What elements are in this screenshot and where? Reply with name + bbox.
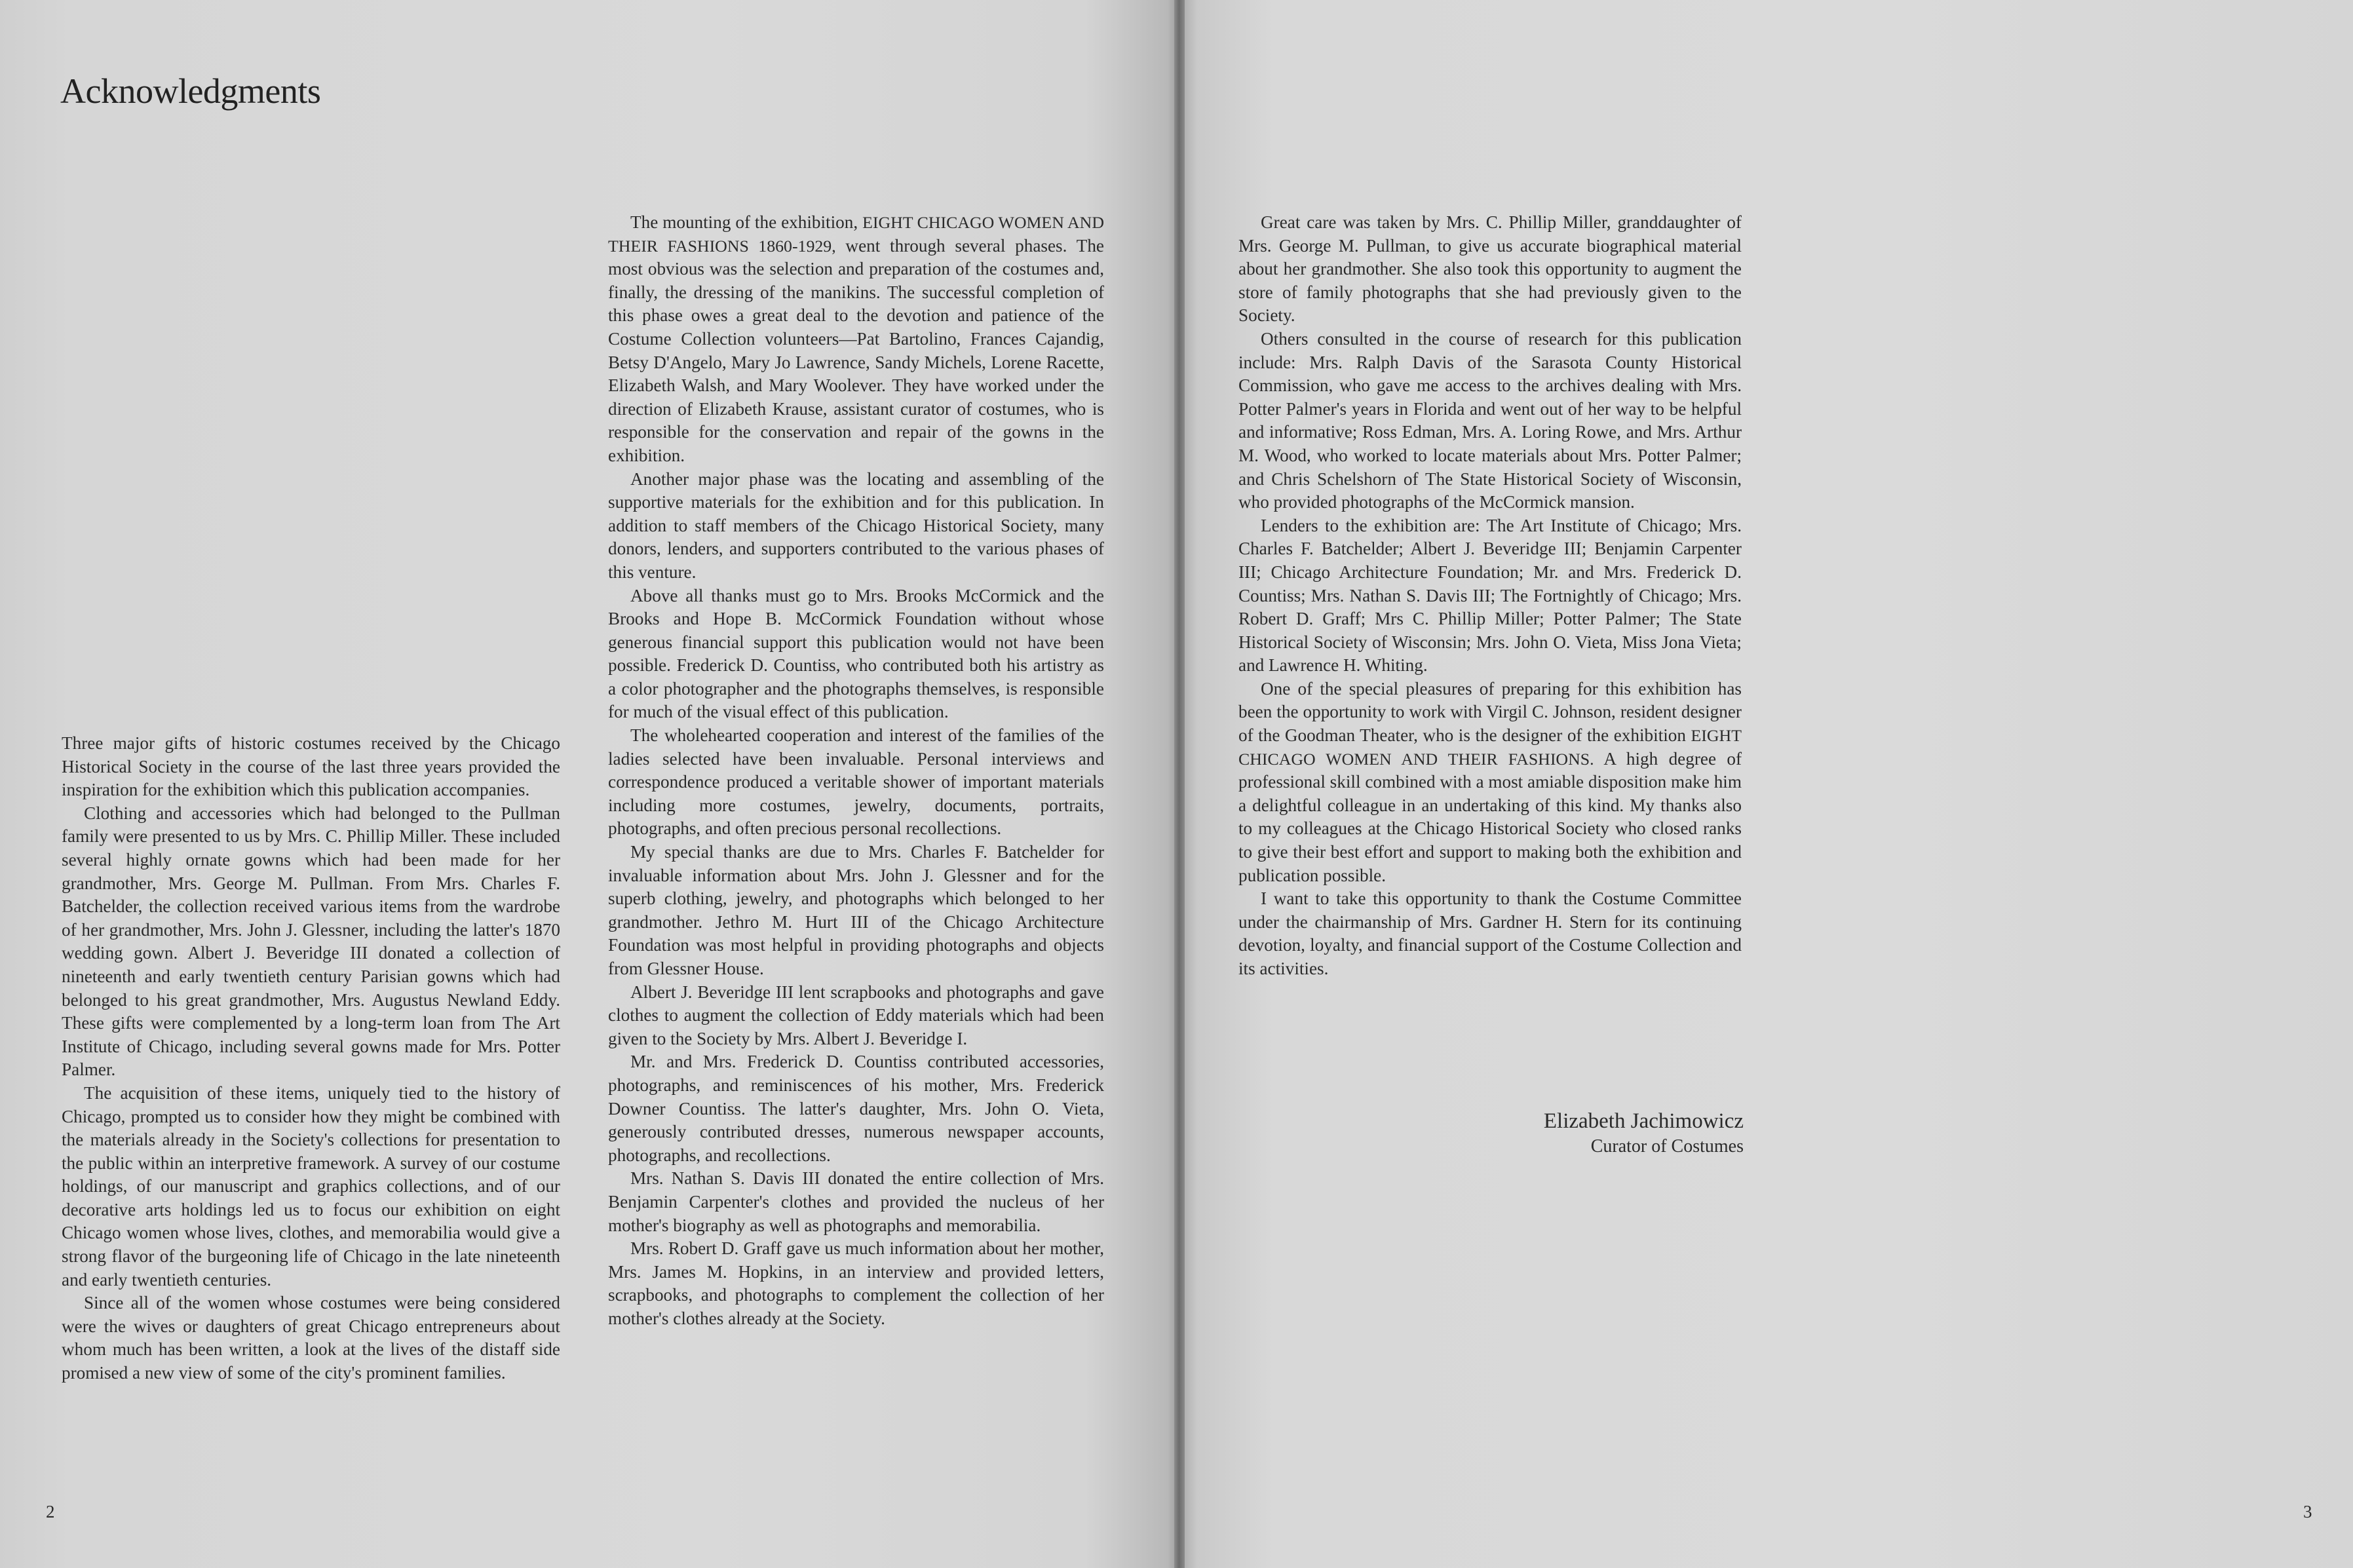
paragraph-text: The mounting of the exhibition, (630, 212, 863, 232)
paragraph: Albert J. Beveridge III lent scrapbooks and photographs and gave clothes to augment the collection of Eddy materials which had been given to the Society by Mrs. Albert J. Beveridge I. (608, 982, 1104, 1048)
paragraph: Lenders to the exhibition are: The Art Institute of Chicago; Mrs. Charles F. Batchelder; Albert J. Beveridge III; Benjamin Carpenter III; Chicago Architecture Foundation; Mr. and Mrs. Frederick D. Countiss; Mrs. Nathan S. Davis III; The Fortnightly of Chicago; Mrs. Robert D. Graff; Mrs C. Phillip Miller; Potter Palmer; The State Historical Society of Wisconsin; Mrs. John O. Vieta, Miss Jona Vieta; and Lawrence H. Whiting. (1238, 515, 1742, 676)
paragraph (608, 211, 1104, 468)
signature-block (1544, 1107, 1744, 1158)
paragraph: My special thanks are due to Mrs. Charles F. Batchelder for invaluable information about Mrs. John J. Glessner and for the superb clothing, jewelry, and photographs which belonged to her grandmother. Jethro M. Hurt III of the Chicago Architecture Foundation was most helpful in providing photographs and objects from Glessner House. (608, 842, 1104, 978)
page-title: Acknowledgments (60, 71, 321, 111)
paragraph: The wholehearted cooperation and interest of the families of the ladies selected have been invaluable. Personal interviews and correspondence produced a veritable shower of important materials including more costumes, jewelry, documents, portraits, photographs, and often precious personal recollections. (608, 725, 1104, 839)
paragraph: Clothing and accessories which had belonged to the Pullman family were presented to us by Mrs. C. Phillip Miller. These included several highly ornate gowns which had been made for her grandmother, Mrs. George M. Pullman. From Mrs. Charles F. Batchelder, the collection received various items from the wardrobe of her grandmother, Mrs. John J. Glessner, including the latter's 1870 wedding gown. Albert J. Beveridge III donated a collection of nineteenth and early twentieth century Parisian gowns which had belonged to his great grandmother, Mrs. Augustus Newland Eddy. These gifts were complemented by a long-term loan from The Art Institute of Chicago, including several gowns made for Mrs. Potter Palmer. (62, 803, 560, 1080)
paragraph: Another major phase was the locating and assembling of the supportive materials for the exhibition and for this publication. In addition to staff members of the Chicago Historical Society, many donors, lenders, and supporters contributed to the various phases of this venture. (608, 468, 1104, 582)
paragraph: I want to take this opportunity to thank the Costume Committee under the chairmanship of Mrs. Gardner H. Stern for its continuing devotion, loyalty, and financial support of the Costume Collection and its activities. (1238, 889, 1742, 978)
page-number: 3 (2303, 1502, 2312, 1521)
column-1 (62, 732, 560, 1385)
signature-title: Curator of Costumes (1590, 1136, 1744, 1157)
paragraph: Great care was taken by Mrs. C. Phillip Miller, granddaughter of Mrs. George M. Pullman, to give us accurate biographical material about her grandmother. She also took this opportunity to augment the store of family photographs that she had previously given to the Society. (1238, 212, 1742, 326)
paragraph: Three major gifts of historic costumes received by the Chicago Historical Society in the course of the last three years provided the inspiration for the exhibition which this publication accompanies. (62, 733, 560, 800)
column-3 (1238, 211, 1742, 981)
paragraph: Others consulted in the course of research for this publication include: Mrs. Ralph Davis of the Sarasota County Historical Commission, who gave me access to the archives dealing with Mrs. Potter Palmer's years in Florida and went out of her way to be helpful and informative; Ross Edman, Mrs. A. Loring Rowe, and Mrs. Arthur M. Wood, who worked to locate materials about Mrs. Potter Palmer; and Chris Schelshorn of The State Historical Society of Wisconsin, who provided photographs of the McCormick mansion. (1238, 328, 1742, 512)
column-2 (608, 211, 1104, 1331)
paragraph (1238, 678, 1742, 887)
paragraph: The acquisition of these items, uniquely tied to the history of Chicago, prompted us to consider how they might be combined with the materials already in the Society's collections for presentation to the public within an interpretive framework. A survey of our costume holdings, of our manuscript and graphics collections, and of our decorative arts holdings led us to focus our exhibition on eight Chicago women whose lives, clothes, and memorabilia would give a strong flavor of the burgeoning life of Chicago in the late nineteenth and early twentieth centuries. (62, 1082, 560, 1290)
exhibition-title: EIGHT CHICAGO WOMEN AND THEIR FASHIONS. (1238, 726, 1742, 769)
paragraph-text: One of the special pleasures of preparing for this exhibition has been the opportunity to work with Virgil C. Johnson, resident designer of the Goodman Theater, who is the designer of the exhibition (1238, 678, 1742, 746)
paragraph: Mrs. Nathan S. Davis III donated the entire collection of Mrs. Benjamin Carpenter's clothes and provided the nucleus of her mother's biography as well as photographs and memorabilia. (608, 1168, 1104, 1235)
page-number: 2 (46, 1502, 55, 1521)
paragraph: Since all of the women whose costumes were being considered were the wives or daughters of great Chicago entrepreneurs about whom much has been written, a look at the lives of the distaff side promised a new view of some of the city's prominent families. (62, 1293, 560, 1383)
paragraph-text: A high degree of professional skill combined with a most amiable disposition make him a delightful colleague in an undertaking of this kind. My thanks also to my colleagues at the Chicago Historical Society who closed ranks to give their best effort and support to making both the exhibition and publication possible. (1238, 748, 1742, 885)
signature-name: Elizabeth Jachimowicz (1543, 1109, 1744, 1133)
paragraph-text: went through several phases. The most obvious was the selection and preparation of the costumes and, finally, the dressing of the manikins. The successful completion of this phase owes a great deal to the devotion and patience of the Costume Collection volunteers—Pat Bartolino, Frances Cajandig, Betsy D'Angelo, Mary Jo Lawrence, Sandy Michels, Lorene Racette, Elizabeth Walsh, and Mary Woolever. They have worked under the direction of Elizabeth Krause, assistant curator of costumes, who is responsible for the conservation and repair of the gowns in the exhibition. (608, 235, 1104, 465)
book-gutter (1174, 0, 1185, 1568)
paragraph: Mr. and Mrs. Frederick D. Countiss contributed accessories, photographs, and reminiscences of his mother, Mrs. Frederick Downer Countiss. The latter's daughter, Mrs. John O. Vieta, generously contributed dresses, numerous newspaper accounts, photographs, and recollections. (608, 1052, 1104, 1165)
paragraph: Above all thanks must go to Mrs. Brooks McCormick and the Brooks and Hope B. McCormick Foundation without whose generous financial support this publication would not have been possible. Frederick D. Countiss, who contributed both his artistry as a color photographer and the photographs themselves, is responsible for much of the visual effect of this publication. (608, 585, 1104, 722)
paragraph: Mrs. Robert D. Graff gave us much information about her mother, Mrs. James M. Hopkins, in an interview and provided letters, scrapbooks, and photographs to complement the collection of her mother's clothes already at the Society. (608, 1238, 1104, 1328)
exhibition-title: EIGHT CHICAGO WOMEN AND THEIR FASHIONS 1860-1929, (608, 213, 1104, 256)
